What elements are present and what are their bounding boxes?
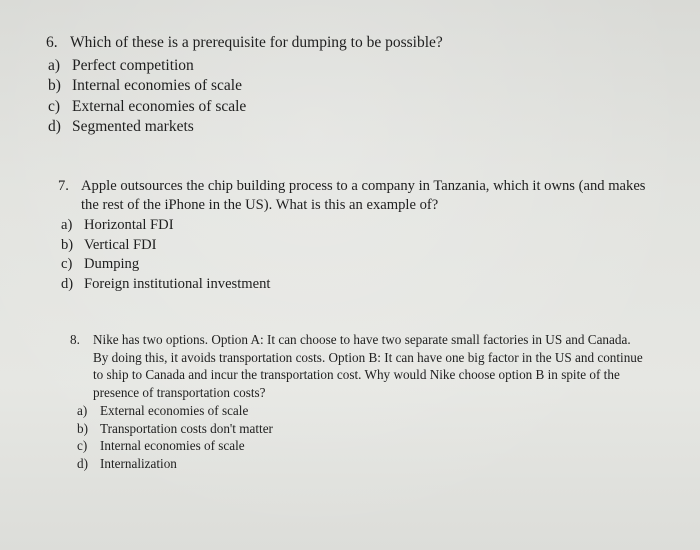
answer-option bbox=[61, 216, 648, 236]
answer-option bbox=[48, 76, 646, 97]
question-number: 7. bbox=[58, 178, 69, 194]
question-6-stem bbox=[46, 34, 646, 53]
option-text: Internal economies of scale bbox=[100, 438, 245, 454]
option-letter: d) bbox=[48, 118, 61, 136]
question-7-stem bbox=[58, 177, 648, 215]
option-letter: c) bbox=[48, 97, 61, 115]
answer-option bbox=[61, 275, 648, 295]
option-text: Vertical FDI bbox=[84, 236, 157, 253]
option-letter: d) bbox=[77, 455, 88, 471]
option-letter: a) bbox=[61, 217, 73, 233]
question-text: Which of these is a prerequisite for dumping to be possible? bbox=[70, 34, 443, 51]
option-letter: c) bbox=[61, 256, 73, 272]
option-text: Segmented markets bbox=[72, 118, 194, 136]
question-number: 6. bbox=[46, 34, 58, 51]
option-letter: a) bbox=[77, 403, 88, 419]
option-letter: d) bbox=[61, 275, 74, 292]
option-text: External economies of scale bbox=[72, 97, 247, 115]
answer-option bbox=[48, 117, 646, 138]
answer-options bbox=[77, 402, 645, 472]
answer-option bbox=[77, 437, 645, 454]
answer-option bbox=[48, 97, 646, 118]
question-8 bbox=[70, 331, 645, 472]
question-8-stem bbox=[70, 331, 645, 401]
answer-options bbox=[61, 216, 648, 294]
option-text: Dumping bbox=[84, 256, 140, 272]
option-letter: b) bbox=[48, 77, 61, 95]
question-6 bbox=[46, 34, 646, 138]
option-text: External economies of scale bbox=[100, 403, 249, 419]
option-text: Perfect competition bbox=[72, 56, 194, 74]
answer-option bbox=[77, 420, 645, 437]
option-letter: c) bbox=[77, 438, 88, 454]
question-7 bbox=[58, 177, 648, 294]
option-letter: b) bbox=[77, 420, 88, 436]
answer-options bbox=[48, 56, 646, 138]
option-letter: a) bbox=[48, 56, 61, 74]
option-text: Transportation costs don't matter bbox=[100, 420, 273, 436]
answer-option bbox=[48, 56, 646, 77]
option-text: Internal economies of scale bbox=[72, 77, 242, 95]
option-letter: b) bbox=[61, 236, 74, 253]
question-text: Apple outsources the chip building process to a company in Tanzania, which it owns (and makes the rest of the iPhone in the US). What is this an example of? bbox=[81, 178, 646, 213]
answer-option bbox=[61, 236, 648, 256]
option-text: Foreign institutional investment bbox=[84, 275, 271, 292]
answer-option bbox=[77, 402, 645, 419]
answer-option bbox=[61, 255, 648, 275]
option-text: Horizontal FDI bbox=[84, 217, 174, 233]
question-number: 8. bbox=[70, 332, 80, 347]
answer-option bbox=[77, 455, 645, 472]
question-text: Nike has two options. Option A: It can choose to have two separate small factories in US and Canada. By doing this, it avoids transportation costs. Option B: It can have one big factor in the US and continue to ship to Canada and incur the transportation cost. Why would Nike choose option B in spite of the presence of transportation costs? bbox=[93, 332, 643, 400]
option-text: Internalization bbox=[100, 455, 177, 471]
